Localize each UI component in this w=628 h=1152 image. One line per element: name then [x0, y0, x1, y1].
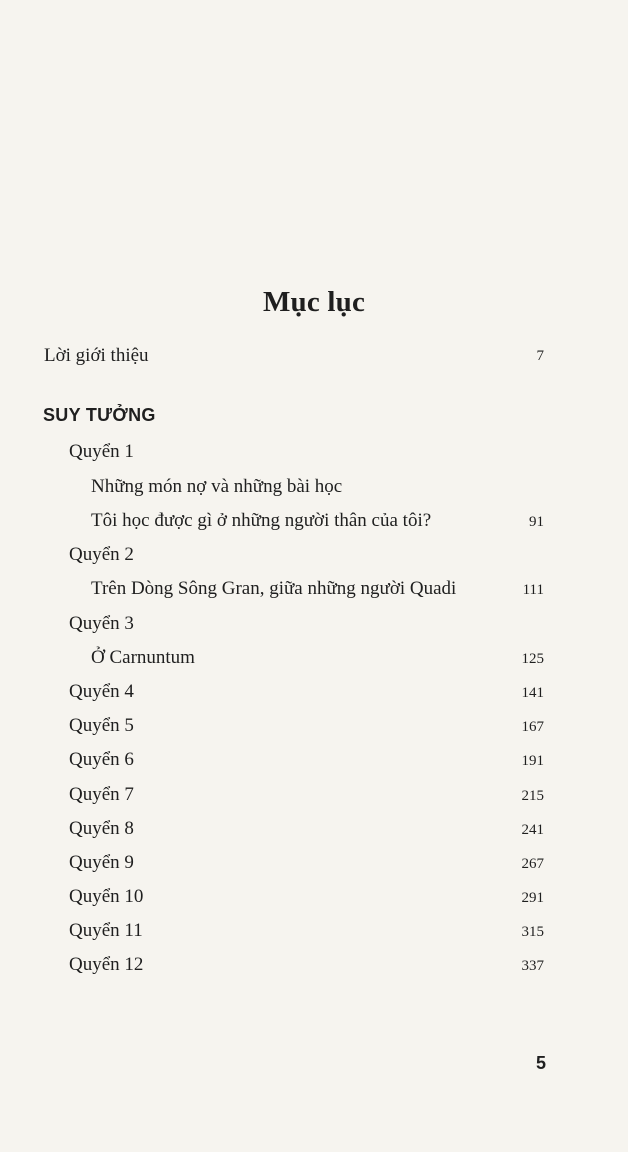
toc-entry-page: 141: [521, 685, 544, 701]
toc-entry-page: 167: [521, 719, 544, 735]
toc-entry-page: 337: [521, 958, 544, 974]
toc-entry-label: Lời giới thiệu: [44, 345, 149, 366]
toc-entry-book-8[interactable]: Quyển 8: [69, 818, 134, 839]
toc-entry-page: 291: [521, 890, 544, 906]
toc-entry-book-7[interactable]: Quyển 7: [69, 784, 134, 805]
toc-entry-page: 91: [529, 514, 544, 530]
toc-entry-page: 215: [521, 788, 544, 804]
page-title: Mục lục: [262, 286, 366, 318]
toc-entry-subtitle[interactable]: Những món nợ và những bài học: [91, 476, 343, 497]
toc-entry-subtitle[interactable]: Ở Carnuntum: [91, 647, 195, 668]
toc-entry-book-11[interactable]: Quyển 11: [69, 920, 143, 941]
toc-entry-intro[interactable]: [44, 345, 149, 367]
toc-entry-page: 7: [536, 348, 544, 364]
toc-entry-book-3[interactable]: Quyển 3: [69, 613, 134, 634]
toc-entry-book-4[interactable]: Quyển 4: [69, 681, 134, 702]
toc-entry-subtitle[interactable]: Trên Dòng Sông Gran, giữa những người Quadi: [91, 578, 457, 599]
toc-entry-book-10[interactable]: Quyển 10: [69, 886, 144, 907]
toc-entry-book-12[interactable]: Quyển 12: [69, 954, 144, 975]
toc-entry-page: 191: [521, 753, 544, 769]
toc-entry-book-9[interactable]: Quyển 9: [69, 852, 134, 873]
toc-entry-page: 111: [522, 582, 544, 598]
toc-entry-book-6[interactable]: Quyển 6: [69, 749, 134, 770]
toc-entry-page: 125: [521, 651, 544, 667]
page-number: 5: [535, 1053, 546, 1073]
section-heading: SUY TƯỞNG: [43, 405, 156, 425]
toc-entry-book-1[interactable]: Quyển 1: [69, 441, 134, 462]
toc-entry-page: 267: [521, 856, 544, 872]
toc-entry-subtitle[interactable]: Tôi học được gì ở những người thân của tôi?: [91, 510, 432, 531]
toc-entry-book-5[interactable]: Quyển 5: [69, 715, 134, 736]
toc-entry-page: 315: [521, 924, 544, 940]
toc-entry-book-2[interactable]: Quyển 2: [69, 544, 134, 565]
toc-entry-page: 241: [521, 822, 544, 838]
